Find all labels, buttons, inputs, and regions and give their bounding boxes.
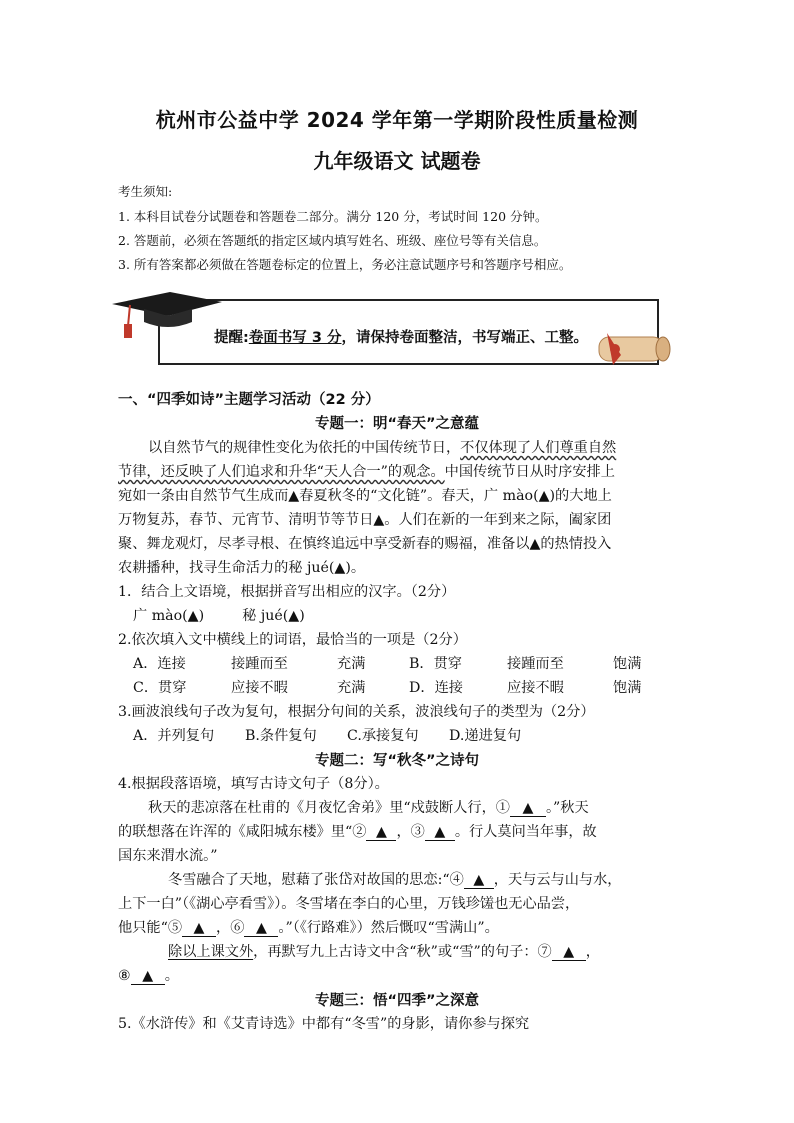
q3-options: A．并列复句 B.条件复句 C.承接复句 D.递进复句: [133, 728, 522, 744]
question-5: 5.《水浒传》和《艾青诗选》中都有“冬雪”的身影，请你参与探究: [118, 1016, 530, 1032]
graduation-cap-icon: [112, 292, 222, 350]
poem-fill-line: 的联想落在许浑的《咸阳城东楼》里“② ▲ ，③ ▲ 。行人莫问当年事，故: [118, 824, 597, 840]
passage-line: 农耕播种，找寻生命活力的秘 jué(▲)。: [118, 560, 366, 576]
diploma-scroll-icon: [593, 325, 673, 371]
topic-title: 专题二：写“秋冬”之诗句: [314, 753, 480, 769]
notice-item: 2. 答题前，必须在答题纸的指定区域内填写姓名、班级、座位号等有关信息。: [118, 233, 547, 248]
passage-line: 万物复苏，春节、元宵节、清明节等节日▲。人们在新的一年到来之际，阖家团: [118, 512, 612, 528]
poem-fill-line: ⑧ ▲ 。: [118, 968, 179, 984]
poem-fill-line: 他只能“⑤ ▲ ，⑥ ▲ 。”（《行路难》）然后慨叹“雪满山”。: [118, 920, 499, 936]
q2-options-row: A．连接 接踵而至 充满 B．贯穿 接踵而至 饱满: [133, 656, 642, 672]
question-2: 2.依次填入文中横线上的词语，最恰当的一项是（2分）: [118, 632, 467, 648]
poem-fill-line: 上下一白”（《湖心亭看雪》）。冬雪堵在李白的心里，万钱珍馐也无心品尝，: [118, 896, 580, 912]
topic-title: 专题三：悟“四季”之深意: [314, 993, 480, 1009]
question-4: 4.根据段落语境，填写古诗文句子（8分）。: [118, 776, 389, 792]
exam-title: 杭州市公益中学 2024 学年第一学期阶段性质量检测: [155, 108, 639, 132]
topic-title: 专题一：明“春天”之意蕴: [314, 416, 480, 432]
question-1: 1．结合上文语境，根据拼音写出相应的汉字。（2分）: [118, 584, 456, 600]
notice-item: 1. 本科目试卷分试题卷和答题卷二部分。满分 120 分，考试时间 120 分钟。: [118, 209, 548, 224]
passage-line: 节律，还反映了人们追求和升华“天人合一”的观念。中国传统节日从时序安排上: [118, 464, 615, 480]
exam-subtitle: 九年级语文 试题卷: [313, 149, 481, 173]
reminder-text: 提醒:卷面书写 3 分，请保持卷面整洁，书写端正、工整。: [214, 330, 588, 346]
poem-fill-line: 秋天的悲凉落在杜甫的《月夜忆舍弟》里“戍鼓断人行，① ▲ 。”秋天: [148, 800, 589, 816]
q1-answer-blanks: 广 mào(▲) 秘 jué(▲): [133, 608, 305, 624]
notice-item: 3. 所有答案都必须做在答题卷标定的位置上，务必注意试题序号和答题序号相应。: [118, 257, 572, 272]
question-3: 3.画波浪线句子改为复句，根据分句间的关系，波浪线句子的类型为（2分）: [118, 704, 595, 720]
passage-line: 宛如一条由自然节气生成而▲春夏秋冬的“文化链”。春天，广 mào(▲)的大地上: [118, 488, 612, 504]
poem-fill-line: 冬雪融合了天地，慰藉了张岱对故国的思恋:“④ ▲ ，天与云与山与水，: [168, 872, 622, 888]
section-title: 一、“四季如诗”主题学习活动（22 分）: [118, 392, 380, 408]
passage-line: 以自然节气的规律性变化为依托的中国传统节日，不仅体现了人们尊重自然: [148, 440, 617, 456]
passage-line: 聚、舞龙观灯，尽孝寻根、在慎终追远中享受新春的赐福，准备以▲的热情投入: [118, 536, 612, 552]
poem-fill-line: 除以上课文外，再默写九上古诗文中含“秋”或“雪”的句子：⑦ ▲ ，: [168, 944, 600, 960]
q2-options-row: C．贯穿 应接不暇 充满 D．连接 应接不暇 饱满: [133, 680, 642, 696]
poem-fill-line: 国东来渭水流。”: [118, 848, 218, 864]
notice-heading: 考生须知:: [118, 184, 173, 199]
